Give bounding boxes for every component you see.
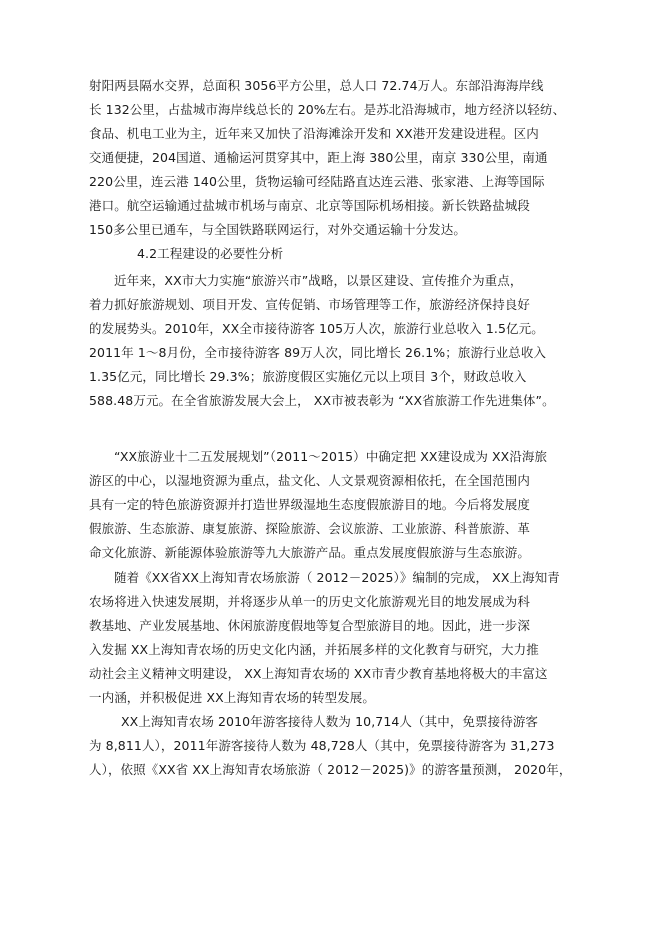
paragraph-2-line-4: 2011年 1～8月份，全市接待游客 89万人次，同比增长 26.1%；旅游行业总收入 — [89, 345, 547, 360]
paragraph-3-line-5: 命文化旅游、新能源体验旅游等九大旅游产品。重点发展度假旅游与生态旅游。 — [89, 545, 531, 560]
paragraph-1-line-5: 220公里，连云港 140公里，货物运输可经陆路直达连云港、张家港、上海等国际 — [89, 174, 545, 189]
paragraph-5-line-2: 为 8,811人），2011年游客接待人数为 48,728人（其中，免票接待游客为 31,273 — [89, 738, 555, 753]
section-heading: 4.2工程建设的必要性分析 — [137, 246, 284, 261]
paragraph-1-line-4: 交通便捷，204国道、通榆运河贯穿其中，距上海 380公里，南京 330公里，南通 — [89, 150, 548, 165]
paragraph-4-line-4: 入发掘 XX上海知青农场的历史文化内涵，并拓展多样的文化教育与研究，大力推 — [89, 642, 539, 657]
paragraph-1-line-3: 食品、机电工业为主，近年来又加快了沿海滩涂开发和 XX港开发建设进程。区内 — [89, 126, 539, 141]
paragraph-4-line-6: 一内涵，并积极促进 XX上海知青农场的转型发展。 — [89, 690, 376, 705]
paragraph-1-line-6: 港口。航空运输通过盐城市机场与南京、北京等国际机场相接。新长铁路盐城段 — [89, 198, 531, 213]
paragraph-4-line-3: 教基地、产业发展基地、休闲旅游度假地等复合型旅游目的地。因此，进一步深 — [89, 618, 531, 633]
paragraph-2-line-2: 着力抓好旅游规划、项目开发、宣传促销、市场管理等工作，旅游经济保持良好 — [89, 297, 531, 312]
paragraph-3-line-2: 游区的中心，以湿地资源为重点，盐文化、人文景观资源相依托，在全国范围内 — [89, 473, 531, 488]
paragraph-1-line-2: 长 132公里，占盐城市海岸线总长的 20%左右。是苏北沿海城市，地方经济以轻纺、 — [89, 102, 566, 117]
paragraph-1-line-7: 150多公里已通车，与全国铁路联网运行，对外交通运输十分发达。 — [89, 222, 466, 237]
paragraph-4-line-1: 随着《XX省XX上海知青农场旅游（ 2012－2025）》编制的完成， XX上海知青 — [114, 570, 560, 585]
paragraph-4-line-2: 农场将进入快速发展期，并将逐步从单一的历史文化旅游观光目的地发展成为科 — [89, 594, 531, 609]
paragraph-2-line-5: 1.35亿元，同比增长 29.3%；旅游度假区实施亿元以上项目 3个，财政总收入 — [89, 369, 527, 384]
paragraph-2-line-1: 近年来，XX市大力实施“旅游兴市”战略，以景区建设、宣传推介为重点， — [114, 273, 523, 288]
paragraph-5-line-3: 人），依照《XX省 XX上海知青农场旅游（ 2012－2025)》的游客量预测， 2020年， — [89, 762, 572, 777]
paragraph-5-line-1: XX上海知青农场 2010年游客接待人数为 10,714人（其中，免票接待游客 — [121, 714, 539, 729]
paragraph-3-line-3: 具有一定的特色旅游资源并打造世界级湿地生态度假旅游目的地。今后将发展度 — [89, 497, 531, 512]
paragraph-2-line-3: 的发展势头。2010年，XX全市接待游客 105万人次，旅游行业总收入 1.5亿元。 — [89, 321, 544, 336]
paragraph-1-line-1: 射阳两县隔水交界，总面积 3056平方公里，总人口 72.74万人。东部沿海海岸线 — [89, 78, 544, 93]
paragraph-4-line-5: 动社会主义精神文明建设， XX上海知青农场的 XX市青少教育基地将极大的丰富这 — [89, 666, 548, 681]
paragraph-2-line-6: 588.48万元。在全省旅游发展大会上， XX市被表彰为 “XX省旅游工作先进集体”。 — [89, 393, 555, 408]
paragraph-3-line-4: 假旅游、生态旅游、康复旅游、探险旅游、会议旅游、工业旅游、科普旅游、革 — [89, 521, 531, 536]
paragraph-3-line-1: “XX旅游业十二五发展规划”（2011～2015）中确定把 XX建设成为 XX沿海旅 — [114, 449, 548, 464]
